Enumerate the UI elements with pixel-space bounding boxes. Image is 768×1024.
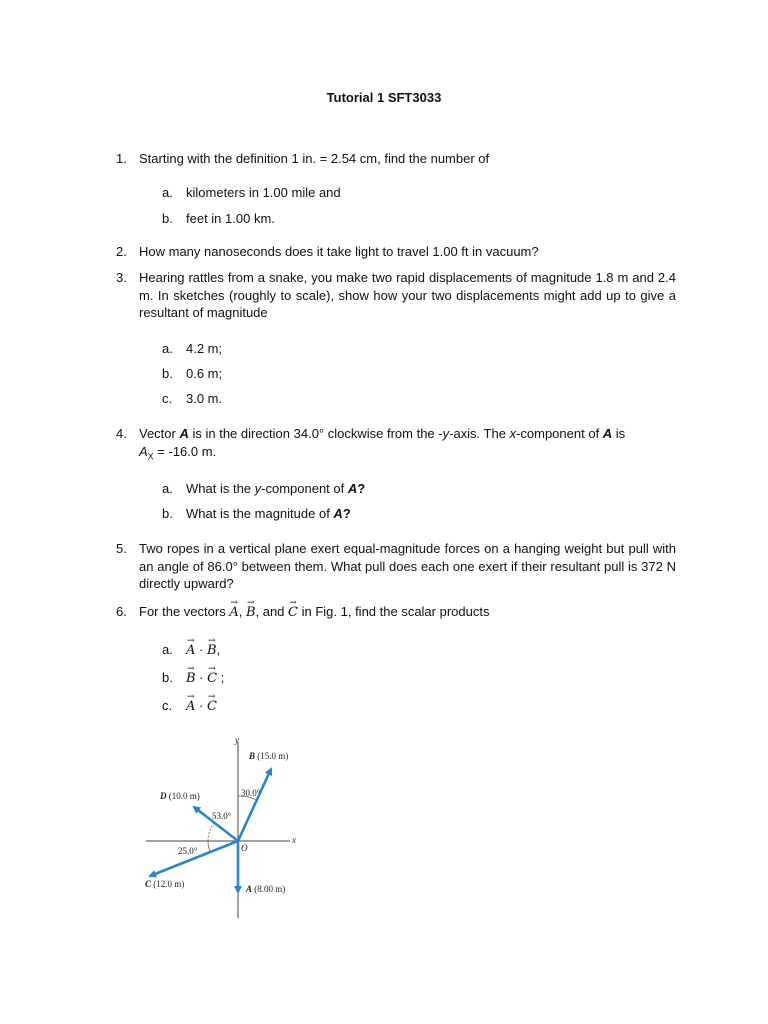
q3-part-c [162, 390, 222, 407]
question-1 [116, 150, 676, 168]
angle-d-label: 53.0° [212, 811, 232, 821]
angle-d-arc [208, 823, 214, 841]
q4-part-b [162, 505, 351, 522]
question-6 [116, 603, 676, 622]
angle-c-arc [208, 841, 210, 852]
part-letter: b. [162, 506, 173, 521]
part-letter: c. [162, 698, 173, 713]
page-title: Tutorial 1 SFT3033 [326, 90, 442, 105]
question-3 [116, 269, 676, 322]
q3-part-b [162, 365, 222, 382]
q4-part-a [162, 480, 365, 497]
part-text: → A · → C [186, 698, 217, 713]
question-number: 5. [116, 541, 127, 556]
part-text: → B · → C ; [186, 670, 224, 685]
question-number: 6. [116, 604, 127, 619]
question-number: 1. [116, 151, 127, 166]
question-5 [116, 540, 676, 593]
question-text: Two ropes in a vertical plane exert equal-magnitude forces on a hanging weight but pull with an angle of 86.0° between them. What pull does each one exert if their resultant pull is 372 N directly upward? [139, 541, 676, 591]
q3-part-a [162, 340, 222, 357]
question-number: 4. [116, 426, 127, 441]
part-text: kilometers in 1.00 mile and [186, 185, 341, 200]
vector-b-arrow [238, 769, 271, 841]
part-text: 0.6 m; [186, 366, 223, 381]
part-text: feet in 1.00 km. [186, 211, 275, 226]
angle-b-label: 30.0° [241, 788, 261, 798]
part-text: → A · → B, [186, 642, 220, 657]
x-axis-label: x [292, 835, 296, 845]
q1-part-a [162, 184, 341, 201]
part-letter: a. [162, 341, 173, 356]
vector-a-label: A (8.00 m) [246, 884, 286, 894]
question-text: Hearing rattles from a snake, you make two rapid displacements of magnitude 1.8 m and 2.4 m. In sketches (roughly to scale), show how your two displacements might add up to give a resultant of magnitude [139, 270, 676, 320]
question-2 [116, 243, 676, 261]
y-axis-label: y [235, 735, 239, 745]
part-letter: a. [162, 185, 173, 200]
question-text: Starting with the definition 1 in. = 2.54 cm, find the number of [139, 151, 490, 166]
vector-d-label: D (10.0 m) [160, 791, 200, 801]
vector-figure [140, 730, 320, 920]
question-number: 3. [116, 270, 127, 285]
vector-b-label: B (15.0 m) [249, 751, 289, 761]
question-4 [116, 425, 676, 466]
part-letter: c. [162, 391, 173, 406]
question-number: 2. [116, 244, 127, 259]
question-text: For the vectors → A, → B, and → C in Fig. 1, find the scalar products [139, 603, 676, 622]
part-text: 4.2 m; [186, 341, 223, 356]
part-letter: a. [162, 642, 173, 657]
part-text: What is the magnitude of A? [186, 506, 351, 521]
q6-part-b [162, 669, 224, 687]
question-text: Vector A is in the direction 34.0° clockwise from the -y-axis. The x-component of A is $A_X = -16.0$ m. [139, 426, 626, 462]
part-text: What is the y-component of A? [186, 481, 366, 496]
q6-part-c [162, 697, 217, 715]
origin-label: O [241, 843, 248, 853]
part-letter: b. [162, 211, 173, 226]
vector-c-label: C (12.0 m) [145, 879, 185, 889]
q1-part-b [162, 210, 275, 227]
q6-part-a [162, 641, 220, 659]
part-letter: a. [162, 481, 173, 496]
question-text: How many nanoseconds does it take light to travel 1.00 ft in vacuum? [139, 244, 539, 259]
part-letter: b. [162, 366, 173, 381]
part-letter: b. [162, 670, 173, 685]
angle-c-label: 25.0° [178, 846, 198, 856]
part-text: 3.0 m. [186, 391, 223, 406]
